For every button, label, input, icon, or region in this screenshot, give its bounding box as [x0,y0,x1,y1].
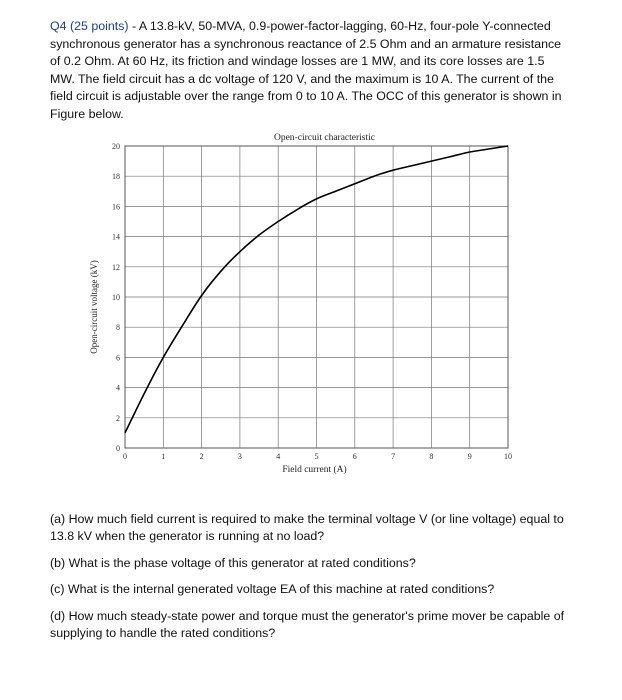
question-d: (d) How much steady-state power and torque must the generator's prime mover be capable of supplying to handle the rated conditions? [50,608,565,641]
y-tick-label: 8 [116,323,120,333]
y-tick-labels [112,142,120,453]
y-tick-label: 20 [112,142,120,151]
x-axis-label: Field current (A) [282,465,347,475]
y-tick-label: 14 [112,232,120,242]
y-tick-label: 10 [112,293,120,302]
x-tick-label: 8 [429,452,434,461]
problem-statement [50,18,570,124]
x-tick-label: 7 [391,452,396,461]
x-tick-label: 10 [504,452,512,461]
x-tick-label: 0 [123,452,127,461]
occ-chart-svg [0,118,622,478]
x-tick-label: 9 [467,452,472,461]
questions [50,511,580,651]
y-tick-label: 12 [112,262,120,272]
problem-header: Q4 (25 points) [50,19,129,33]
question-b: (b) What is the phase voltage of this generator at rated conditions? [50,555,416,570]
y-tick-label: 18 [112,172,120,182]
x-tick-label: 2 [199,452,204,461]
x-tick-label: 3 [237,452,242,461]
x-tick-labels [123,452,512,461]
y-tick-label: 0 [116,444,120,453]
x-tick-label: 4 [276,452,281,461]
x-tick-label: 5 [314,452,319,461]
chart-grid [125,146,508,448]
question-c: (c) What is the internal generated voltage EA of this machine at rated conditions? [50,582,495,597]
y-tick-label: 6 [116,353,120,363]
y-tick-label: 4 [116,383,120,393]
x-tick-label: 6 [352,452,357,461]
y-tick-label: 16 [112,202,120,212]
question-a: (a) How much field current is required to make the terminal voltage V (or line voltage) equal to 13.8 kV when the generator is running at no load? [50,512,564,544]
problem-text: - A 13.8-kV, 50-MVA, 0.9-power-factor-lagging, 60-Hz, four-pole Y-connected synchronous generator has a synchronous reactance of 2.5 Ohm and an armature resistance of 0.2 Ohm. At 60 Hz, its friction and windage losses are 1 MW, and its core losses are 1.5 MW. The field circuit has a dc voltage of 120 V, and the maximum is 10 A. The current of the field circuit is adjustable over the range from 0 to 10 A. The OCC of this generator is shown in Figure below. [50,19,562,121]
y-axis-label: Open-circuit voltage (kV) [89,260,99,354]
x-tick-label: 1 [161,452,166,461]
chart-title: Open-circuit characteristic [273,133,376,143]
occ-chart [0,118,622,478]
y-tick-label: 2 [116,413,120,423]
